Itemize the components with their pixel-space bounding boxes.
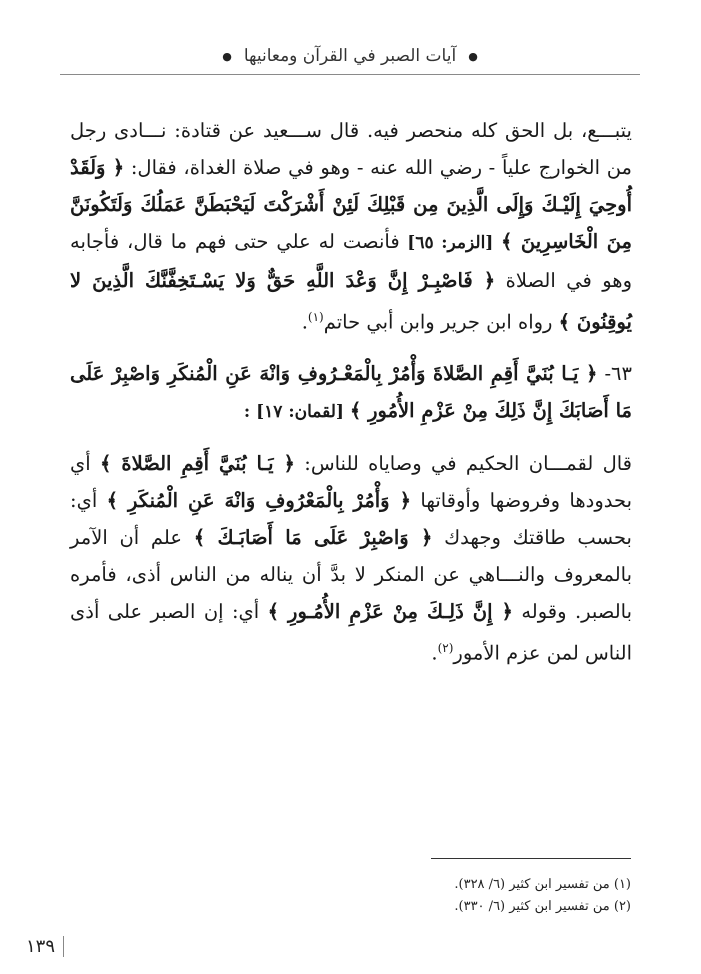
footnote-2: (٢) من تفسير ابن كثير (٦/ ٣٣٠). bbox=[454, 899, 631, 914]
quran-verse: ﴿ وَاصْبِرْ عَلَى مَا أَصَابَـكَ ﴾ bbox=[193, 525, 433, 549]
quran-verse: ﴿ وَلَقَدْ أُوحِيَ إِلَيْـكَ وَإِلَى الَّذِينَ مِن قَبْلِكَ لَئِنْ أَشْرَكْتَ لَيَحْبَطَنَّ عَمَلُكَ وَلَتَكُونَنَّ مِنَ الْخَاسِرِينَ ﴾ bbox=[70, 156, 632, 253]
bullet-icon: ● bbox=[468, 49, 478, 63]
header-title: آيات الصبر في القرآن ومعانيها bbox=[243, 46, 457, 66]
quran-verse: ﴿ يَـا بُنَيَّ أَقِمِ الصَّلاةَ ﴾ bbox=[100, 451, 295, 475]
page-number: ١٣٩ bbox=[26, 936, 64, 957]
text-run: علم أن الآمر بالمعروف والنـــاهي عن المنكر لا بدَّ أن يناله من الناس أذى، فأمره بالصبر. وقوله bbox=[70, 525, 633, 623]
paragraph-1 bbox=[70, 112, 632, 341]
text-run: فأنصت له علي حتى فهم ما قال، فأجابه وهو في الصلاة bbox=[70, 230, 632, 292]
text-run: قال لقمـــان الحكيم في وصاياه للناس: bbox=[294, 451, 633, 475]
verse-reference: [لقمان: ١٧] : bbox=[243, 401, 350, 422]
paragraph-3 bbox=[70, 445, 632, 672]
footnote-marker: (١) bbox=[307, 310, 324, 324]
text-run: أي بحدودها وفروضها وأوقاتها bbox=[70, 451, 632, 512]
text-run: أي: بحسب طاقتك وجهدك bbox=[70, 488, 632, 549]
verse-reference: [الزمر: ٦٥] bbox=[399, 233, 501, 253]
main-text bbox=[70, 112, 632, 685]
text-run: أي: إن الصبر على أذى الناس لمن عزم الأمور bbox=[70, 599, 632, 664]
footnote-marker: (٢) bbox=[437, 640, 454, 655]
running-header bbox=[60, 38, 640, 75]
paragraph-2 bbox=[70, 355, 632, 431]
footnote-divider bbox=[431, 858, 631, 859]
quran-verse: ﴿ يَـا بُنَيَّ أَقِمِ الصَّلاةَ وَأْمُرْ بِالْمَعْـرُوفِ وَانْهَ عَنِ الْمُنكَرِ وَاصْبِرْ عَلَى مَا أَصَابَكَ إِنَّ ذَلِكَ مِنْ عَزْمِ الأُمُورِ ﴾ bbox=[70, 361, 632, 422]
text-run: . bbox=[431, 641, 438, 664]
text-run: . bbox=[301, 310, 308, 334]
quran-verse: ﴿ إِنَّ ذَلِـكَ مِنْ عَزْمِ الأُمُـورِ ﴾ bbox=[267, 599, 513, 623]
text-run: يتبـــع، بل الحق كله منحصر فيه. قال ســـعيد عن قتادة: نـــادى رجل من الخوارج علياً - رضي الله عنه - وهو في صلاة الغداة، فقال: bbox=[70, 119, 632, 179]
quran-verse: ﴿ فَاصْبِـرْ إِنَّ وَعْدَ اللَّهِ حَقٌّ وَلا يَسْـتَخِفَّنَّكَ الَّذِينَ لا يُوقِنُونَ ﴾ bbox=[70, 269, 632, 334]
footnotes bbox=[71, 874, 631, 918]
text-run: رواه ابن جرير وابن أبي حاتم bbox=[323, 310, 559, 334]
footnote-1: (١) من تفسير ابن كثير (٦/ ٣٢٨). bbox=[454, 877, 631, 892]
quran-verse: ﴿ وَأْمُرْ بِالْمَعْرُوفِ وَانْهَ عَنِ الْمُنكَرِ ﴾ bbox=[106, 488, 411, 512]
bullet-icon: ● bbox=[222, 49, 232, 63]
item-number: ٦٣- bbox=[597, 361, 632, 385]
